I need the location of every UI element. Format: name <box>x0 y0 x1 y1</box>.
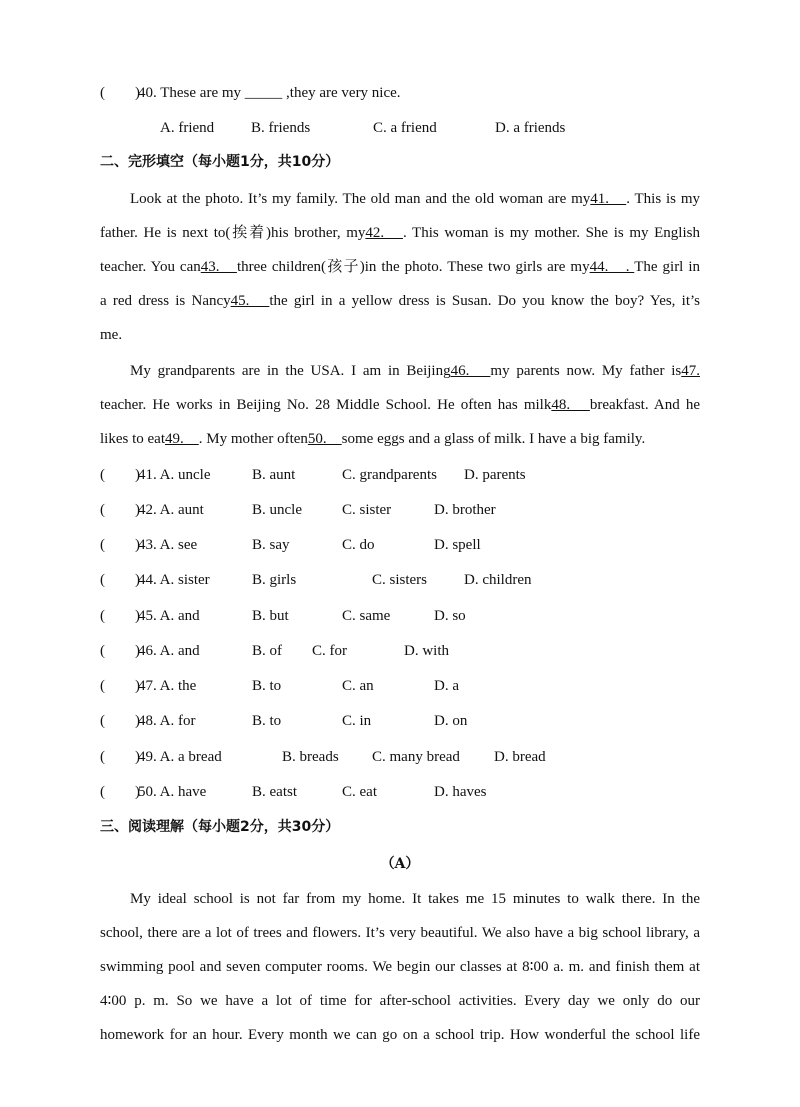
question-option-c: C. same <box>342 608 391 624</box>
answer-paren[interactable]: ( ) <box>100 572 140 588</box>
reading-line: school, there are a lot of trees and flowers. It’s very beautiful. We also have a big school library, a <box>100 925 700 941</box>
question-option-b: B. of <box>252 643 282 659</box>
answer-paren[interactable]: ( ) <box>100 502 140 518</box>
question-option-b: B. aunt <box>252 467 296 483</box>
question-option-a: 49. A. a bread <box>138 749 222 765</box>
answer-paren[interactable]: ( ) <box>100 749 140 765</box>
question-option-d: D. brother <box>434 502 496 518</box>
blank-50: 50. <box>307 431 342 447</box>
answer-paren[interactable]: ( ) <box>100 537 140 553</box>
question-option-d: D. spell <box>434 537 481 553</box>
section-3-heading: 三、阅读理解（每小题2分，共30分） <box>100 819 340 835</box>
answer-paren[interactable]: ( ) <box>100 643 140 659</box>
question-option-a: 45. A. and <box>138 608 200 624</box>
question-option-d: D. with <box>404 643 449 659</box>
question-stem: 40. These are my _____ ,they are very nice. <box>138 85 401 101</box>
question-option-c: C. an <box>342 678 374 694</box>
answer-paren[interactable]: ( ) <box>100 608 140 624</box>
cloze-line: a red dress is Nancy45. the girl in a yellow dress is Susan. Do you know the boy? Yes, it’s <box>100 293 700 309</box>
blank-43: 43. <box>200 259 237 275</box>
cloze-line: likes to eat49. . My mother often50. some eggs and a glass of milk. I have a big family. <box>100 431 646 447</box>
reading-line: homework for an hour. Every month we can go on a school trip. How wonderful the school life <box>100 1027 700 1043</box>
question-option-a: 50. A. have <box>138 784 207 800</box>
question-option-c: C. do <box>342 537 375 553</box>
option-a: A. friend <box>160 120 215 136</box>
cloze-line: father. He is next to(挨着)his brother, my42. . This woman is my mother. She is my English <box>100 225 700 241</box>
question-option-d: D. on <box>434 713 468 729</box>
blank-46: 46. <box>450 363 491 379</box>
question-option-a: 43. A. see <box>138 537 198 553</box>
question-option-a: 44. A. sister <box>138 572 210 588</box>
question-option-b: B. to <box>252 678 282 694</box>
reading-line: My ideal school is not far from my home. It takes me 15 minutes to walk there. In the <box>130 891 700 907</box>
question-option-c: C. grandparents <box>342 467 437 483</box>
question-option-d: D. so <box>434 608 466 624</box>
question-option-a: 48. A. for <box>138 713 196 729</box>
question-option-b: B. breads <box>282 749 339 765</box>
blank-42: 42. <box>365 225 403 241</box>
question-option-d: D. a <box>434 678 459 694</box>
question-option-c: C. sister <box>342 502 392 518</box>
question-option-c: C. many bread <box>372 749 460 765</box>
question-option-d: D. haves <box>434 784 487 800</box>
question-option-c: C. sisters <box>372 572 428 588</box>
blank-49: 49. <box>164 431 199 447</box>
answer-paren[interactable]: ( ) <box>100 467 140 483</box>
blank-47: 47. <box>681 363 700 379</box>
cloze-line: Look at the photo. It’s my family. The old man and the old woman are my41. . This is my <box>130 191 700 207</box>
question-option-a: 46. A. and <box>138 643 200 659</box>
question-option-b: B. girls <box>252 572 297 588</box>
question-option-c: C. in <box>342 713 372 729</box>
reading-line: 4∶00 p. m. So we have a lot of time for after-school activities. Every day we only do our <box>100 993 700 1009</box>
question-option-b: B. eatst <box>252 784 297 800</box>
blank-48: 48. <box>551 397 590 413</box>
cloze-line: me. <box>100 327 123 343</box>
reading-line: swimming pool and seven computer rooms. We begin our classes at 8∶00 a. m. and finish them at <box>100 959 700 975</box>
question-option-d: D. children <box>464 572 532 588</box>
answer-paren[interactable]: ( ) <box>100 713 140 729</box>
option-b: B. friends <box>251 120 311 136</box>
question-option-a: 41. A. uncle <box>138 467 211 483</box>
option-d: D. a friends <box>495 120 566 136</box>
question-option-c: C. eat <box>342 784 377 800</box>
question-option-d: D. parents <box>464 467 526 483</box>
question-option-d: D. bread <box>494 749 546 765</box>
blank-44: 44. . <box>589 259 635 275</box>
cloze-line: My grandparents are in the USA. I am in Beijing46. my parents now. My father is47. <box>130 363 700 379</box>
question-option-b: B. to <box>252 713 282 729</box>
cloze-line: teacher. He works in Beijing No. 28 Middle School. He often has milk48. breakfast. And he <box>100 397 700 413</box>
question-option-b: B. uncle <box>252 502 302 518</box>
section-2-heading: 二、完形填空（每小题1分，共10分） <box>100 154 340 170</box>
question-option-b: B. say <box>252 537 290 553</box>
answer-paren[interactable]: ( ) <box>100 678 140 694</box>
question-option-a: 47. A. the <box>138 678 197 694</box>
question-option-a: 42. A. aunt <box>138 502 204 518</box>
cloze-line: teacher. You can43. three children(孩子)in the photo. These two girls are my44. . The girl in <box>100 259 700 275</box>
question-40 <box>100 83 700 103</box>
option-c: C. a friend <box>373 120 437 136</box>
answer-paren[interactable]: ( ) <box>100 784 140 800</box>
blank-41: 41. <box>590 191 627 207</box>
question-option-c: C. for <box>312 643 347 659</box>
passage-a-label: （A） <box>380 856 420 872</box>
answer-paren[interactable]: ( ) <box>100 85 140 101</box>
blank-45: 45. <box>230 293 270 309</box>
question-option-b: B. but <box>252 608 289 624</box>
